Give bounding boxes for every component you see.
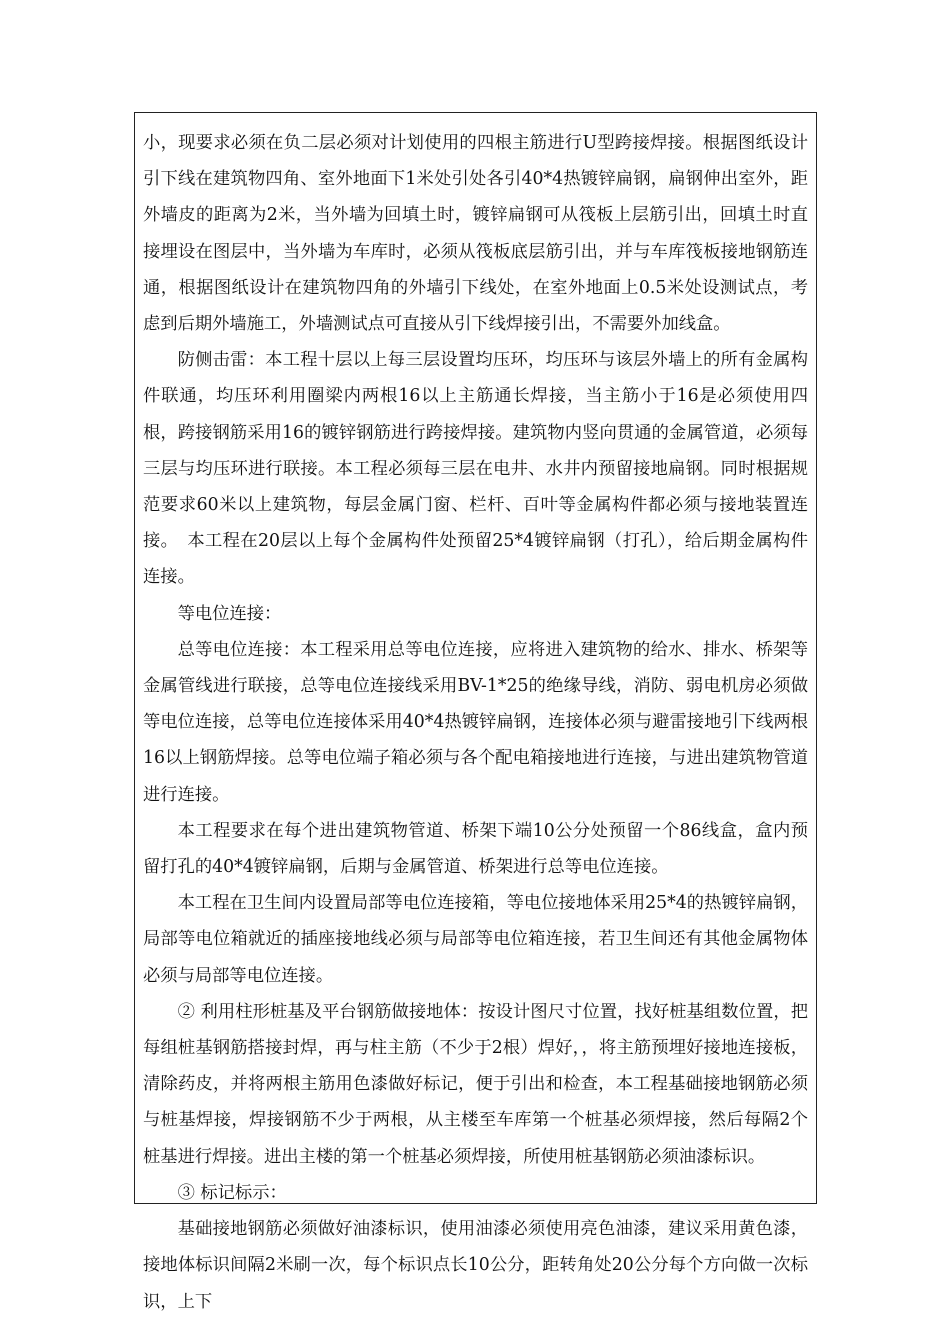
heading-equipotential-bonding: 等电位连接：	[177, 603, 282, 624]
paragraph-downconductor-continuation: 小，现要求必须在负二层必须对计划使用的四根主筋进行U型跨接焊接。根据图纸设计引下线在建筑物四角、室外地面下1米处引处各引40*4热镀锌扁钢，扁钢伸出室外，距外墙皮的距离为2米，当外墙为回填土时，镀锌扁钢可从筏板上层筋引出，回填土时直接埋设在图层中，当外墙为车库时，必须从筏板底层筋引出，并与车库筏板接地钢筋连通，根据图纸设计在建筑物四角的外墙引下线处，在室外地面上0.5米处设测试点，考虑到后期外墙施工，外墙测试点可直接从引下线焊接引出，不需要外加线盒。	[143, 133, 808, 335]
heading-marking: ③ 标记标示：	[177, 1182, 287, 1203]
paragraph-side-lightning-protection: 防侧击雷：本工程十层以上每三层设置均压环，均压环与该层外墙上的所有金属构件联通，均压环利用圈梁内两根16以上主筋通长焊接，当主筋小于16是必须使用四根，跨接钢筋采用16的镀锌钢筋进行跨接焊接。建筑物内竖向贯通的金属管道，必须每三层与均压环进行联接。本工程必须每三层在电井、水井内预留接地扁钢。同时根据规范要求60米以上建筑物，每层金属门窗、栏杆、百叶等金属构件都必须与接地装置连接。 本工程在20层以上每个金属构件处预留25*4镀锌扁钢（打孔），给后期金属构件连接。	[143, 350, 808, 588]
table-cell-frame	[134, 112, 817, 1312]
paragraph-pipe-junction-box: 本工程要求在每个进出建筑物管道、桥架下端10公分处预留一个86线盒，盒内预留打孔的40*4镀锌扁钢，后期与金属管道、桥架进行总等电位连接。	[143, 820, 808, 878]
paragraph-pile-foundation-earthing: ② 利用柱形桩基及平台钢筋做接地体：按设计图尺寸位置，找好桩基组数位置，把每组桩基钢筋搭接封焊，再与柱主筋（不少于2根）焊好，，将主筋预埋好接地连接板，清除药皮，并将两根主筋用色漆做好标记，便于引出和检查，本工程基础接地钢筋必须与桩基焊接，焊接钢筋不少于两根，从主楼至车库第一个桩基必须焊接，然后每隔2个桩基进行焊接。进出主楼的第一个桩基必须焊接，所使用桩基钢筋必须油漆标识。	[143, 1001, 808, 1167]
paragraph-marking-details: 基础接地钢筋必须做好油漆标识，使用油漆必须使用亮色油漆，建议采用黄色漆，接地体标识间隔2米刷一次，每个标识点长10公分，距转角处20公分每个方向做一次标识，上下	[143, 1219, 808, 1312]
document-body	[143, 125, 808, 1320]
paragraph-local-equipotential-bonding: 本工程在卫生间内设置局部等电位连接箱，等电位接地体采用25*4的热镀锌扁钢，局部等电位箱就近的插座接地线必须与局部等电位箱连接，若卫生间还有其他金属物体必须与局部等电位连接。	[143, 893, 808, 986]
paragraph-main-equipotential-bonding: 总等电位连接：本工程采用总等电位连接，应将进入建筑物的给水、排水、桥架等金属管线进行联接，总等电位连接线采用BV-1*25的绝缘导线，消防、弱电机房必须做等电位连接，总等电位连接体采用40*4热镀锌扁钢，连接体必须与避雷接地引下线两根16以上钢筋焊接。总等电位端子箱必须与各个配电箱接地进行连接，与进出建筑物管道进行连接。	[143, 639, 808, 805]
frame-bottom-border	[134, 1203, 817, 1204]
